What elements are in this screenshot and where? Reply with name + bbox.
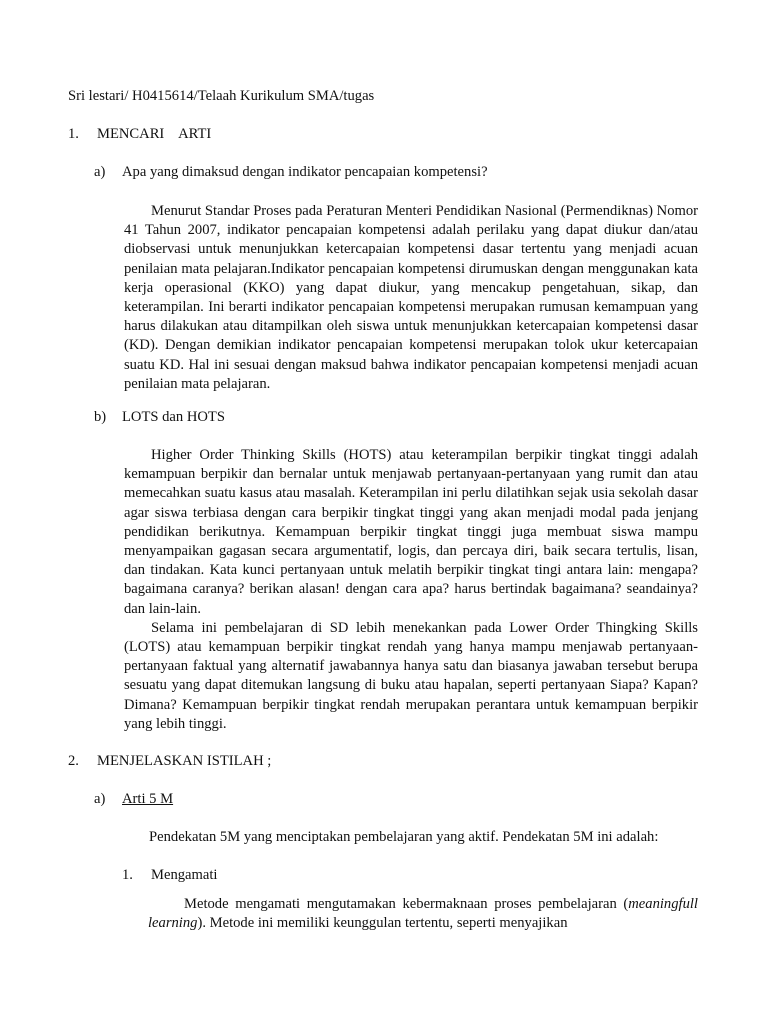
document-header: Sri lestari/ H0415614/Telaah Kurikulum SMA/tugas — [68, 88, 375, 104]
sub-1-text — [148, 895, 698, 933]
sub-1-number: 1. — [122, 867, 133, 883]
item-2a-marker: a) — [94, 791, 106, 807]
sub-1-text-before: Metode mengamati mengutamakan kebermaknaan proses pembelajaran ( — [184, 896, 629, 912]
item-1a-answer — [124, 202, 698, 394]
item-1b-body — [124, 446, 698, 734]
section-1-number: 1. — [68, 126, 79, 142]
item-2a-title: Arti 5 M — [122, 791, 174, 807]
section-1-title: MENCARI ARTI — [97, 126, 212, 142]
item-1a-question: Apa yang dimaksud dengan indikator pencapaian kompetensi? — [122, 164, 488, 180]
sub-1-text-italic: meaningfull learning — [148, 896, 698, 932]
item-2a-intro: Pendekatan 5M yang menciptakan pembelajaran yang aktif. Pendekatan 5M ini adalah: — [149, 829, 659, 845]
section-2-title: MENJELASKAN ISTILAH ; — [97, 753, 272, 769]
section-2-number: 2. — [68, 753, 79, 769]
item-1a-answer-text: Menurut Standar Proses pada Peraturan Menteri Pendidikan Nasional (Permendiknas) Nomor 41 Tahun 2007, indikator pencapaian kompetensi adalah perilaku yang dapat diukur dan/atau diobservasi untuk menunjukkan ketercapaian kompetensi dasar tertentu yang menjadi acuan penilaian mata pelajaran.Indikator pencapaian kompetensi dirumuskan dengan menggunakan kata kerja operasional (KKO) yang dapat diukur, yang mencakup pengetahuan, sikap, dan keterampilan. Ini berarti indikator pencapaian kompetensi merupakan rumusan kemampuan yang harus dilakukan atau ditampilkan oleh siswa untuk menunjukkan ketercapaian kompetensi dasar (KD). Dengan demikian indikator pencapaian kompetensi merupakan tolok ukur ketercapaian suatu KD. Hal ini sesuai dengan maksud bahwa indikator pencapaian kompetensi menjadi acuan penilaian mata pelajaran. — [124, 203, 698, 392]
sub-1-title: Mengamati — [151, 867, 218, 883]
item-1a-marker: a) — [94, 164, 106, 180]
item-1b-title: LOTS dan HOTS — [122, 409, 225, 425]
item-1b-marker: b) — [94, 409, 107, 425]
lots-paragraph: Selama ini pembelajaran di SD lebih menekankan pada Lower Order Thingking Skills (LOTS) atau kemampuan berpikir tingkat rendah yang hanya mampu menjawab pertanyaan-pertanyaan faktual yang alternatif jawabannya hanya satu dan biasanya jawaban tersebut berupa sesuatu yang dapat ditemukan langsung di buku atau hapalan, seperti pertanyaan Siapa? Kapan? Dimana? Kemampuan berpikir tingkat rendah merupakan perantara untuk kemampuan berpikir yang lebih tinggi. — [124, 619, 698, 732]
sub-1-text-after: ). Metode ini memiliki keunggulan tertentu, seperti menyajikan — [197, 915, 568, 932]
hots-paragraph: Higher Order Thinking Skills (HOTS) atau keterampilan berpikir tingkat tinggi adalah kemampuan berpikir dan bernalar untuk menjawab pertanyaan-pertanyaan yang rumit dan atau memecahkan suatu kasus atau masalah. Keterampilan ini perlu dilatihkan sejak usia sekolah dasar agar siswa terbiasa dengan cara berpikir tingkat tinggi yang akan menjadi modal pada jenjang pendidikan berikutnya. Kemampuan berpikir tingkat tinggi juga membuat siswa mampu menyampaikan gagasan secara argumentatif, logis, dan percaya diri, baik secara tertulis, lisan, dan tindakan. Kata kunci pertanyaan untuk melatih berpikir tingkat tingi antara lain: mengapa? bagaimana caranya? berikan alasan! dengan cara apa? harus bertindak bagaimana? seandainya? dan lain-lain. — [124, 447, 698, 617]
